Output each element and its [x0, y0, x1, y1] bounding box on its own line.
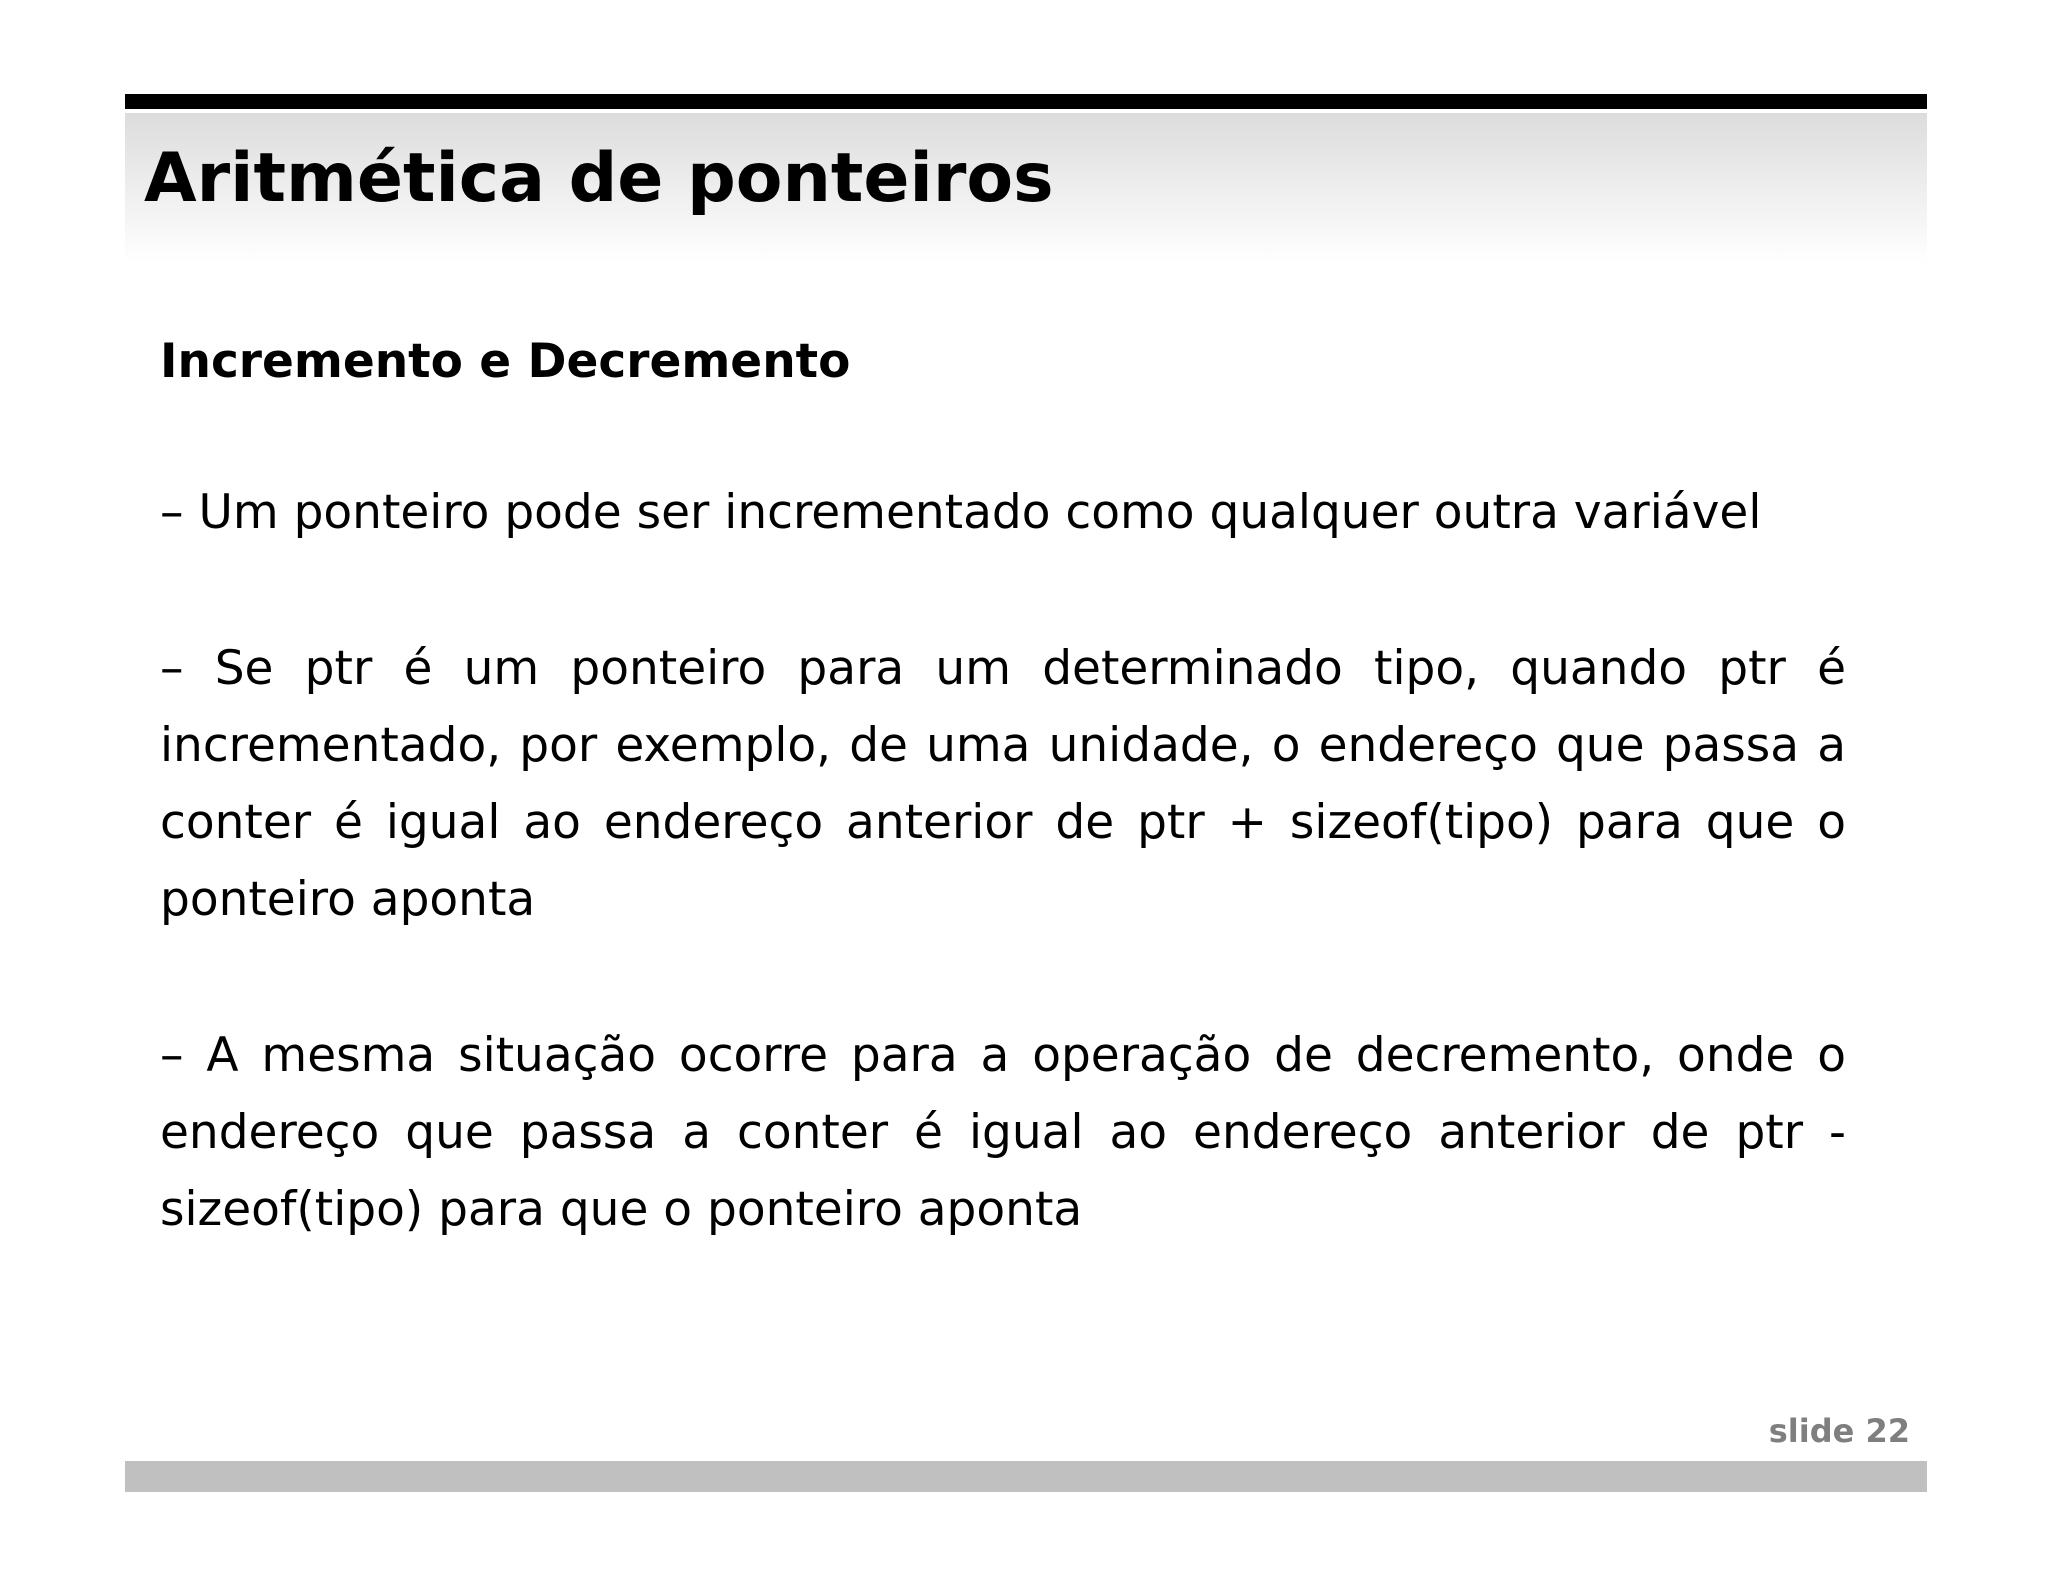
slide-title: Aritmética de ponteiros	[144, 139, 1054, 218]
footer-bar	[125, 1461, 1927, 1492]
slide-content	[160, 322, 1846, 1248]
top-rule	[125, 94, 1927, 109]
paragraph-increment-intro: – Um ponteiro pode ser incrementado como qualquer outra variável	[160, 485, 1762, 540]
paragraph-decrement-detail: – A mesma situação ocorre para a operação de decremento, onde o endereço que passa a conter é igual ao endereço anterior de ptr - sizeof(tipo) para que o ponteiro aponta	[160, 1028, 1846, 1237]
paragraph-increment-detail: – Se ptr é um ponteiro para um determinado tipo, quando ptr é incrementado, por exemplo, de uma unidade, o endereço que passa a conter é igual ao endereço anterior de ptr + sizeof(tipo) para que o ponteiro aponta	[160, 641, 1846, 927]
section-heading: Incremento e Decremento	[160, 334, 851, 389]
slide-number: slide 22	[1768, 1412, 1910, 1450]
